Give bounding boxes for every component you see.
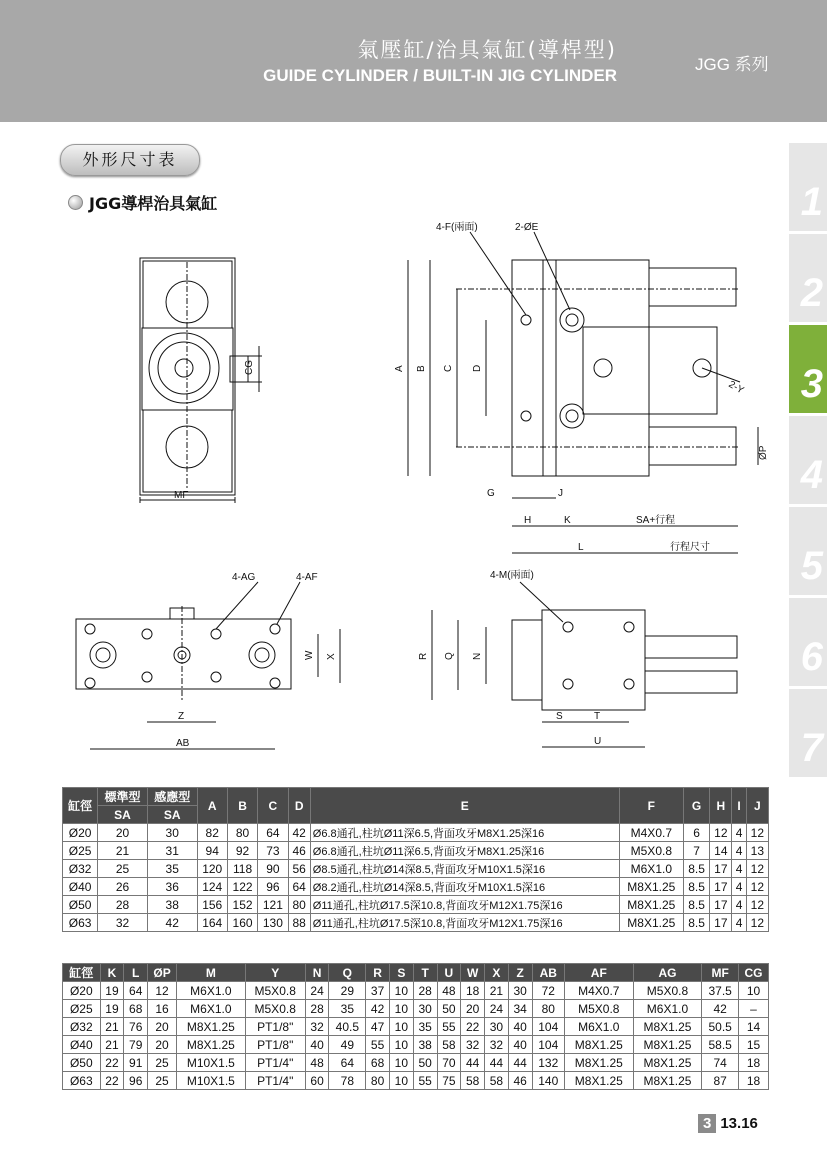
table-cell: M8X1.25 — [619, 878, 683, 896]
table-header-cell: CG — [739, 964, 769, 982]
table-cell: 32 — [305, 1018, 329, 1036]
col-standard: 標準型 — [98, 788, 148, 806]
table-cell: 4 — [732, 860, 746, 878]
label-op: ØP — [758, 445, 769, 460]
table-cell: 10 — [389, 1072, 413, 1090]
table-cell: 10 — [739, 982, 769, 1000]
table-cell: Ø63 — [63, 1072, 101, 1090]
chapter-tab-6[interactable]: 6 — [789, 598, 827, 686]
table-header-cell: L — [124, 964, 148, 982]
table-1-body — [63, 824, 769, 932]
table-cell: Ø25 — [63, 842, 98, 860]
table-cell: 19 — [100, 1000, 124, 1018]
table-cell: M6X1.0 — [633, 1000, 702, 1018]
table-cell: 55 — [366, 1036, 390, 1054]
table-cell: 38 — [147, 896, 197, 914]
table-cell: 8.5 — [683, 914, 709, 932]
table-cell: 4 — [732, 878, 746, 896]
table-cell: 46 — [508, 1072, 532, 1090]
table-cell: M5X0.8 — [245, 982, 305, 1000]
table-cell: Ø50 — [63, 896, 98, 914]
table-cell: Ø20 — [63, 982, 101, 1000]
table-cell: 4 — [732, 896, 746, 914]
table-cell: 55 — [413, 1072, 437, 1090]
label-cg: CG — [244, 360, 255, 375]
table-cell: M6X1.0 — [619, 860, 683, 878]
col-sa-std: SA — [98, 806, 148, 824]
label-sa: SA+行程 — [636, 515, 676, 526]
table-cell: 34 — [508, 1000, 532, 1018]
col-sa-sensor: SA — [147, 806, 197, 824]
table-cell: M8X1.25 — [619, 914, 683, 932]
table-cell: 42 — [147, 914, 197, 932]
table-cell: Ø32 — [63, 860, 98, 878]
table-cell: 48 — [437, 982, 461, 1000]
table-cell: M10X1.5 — [177, 1054, 246, 1072]
table-cell: Ø50 — [63, 1054, 101, 1072]
label-l: L — [578, 542, 584, 553]
table-cell: 76 — [124, 1018, 148, 1036]
table-cell: 38 — [413, 1036, 437, 1054]
table-cell: 12 — [710, 824, 732, 842]
chapter-tab-5[interactable]: 5 — [789, 507, 827, 595]
table-cell: 118 — [227, 860, 257, 878]
chapter-tab-7[interactable]: 7 — [789, 689, 827, 777]
table-cell: 75 — [437, 1072, 461, 1090]
table-cell: M4X0.7 — [619, 824, 683, 842]
table-row — [63, 824, 769, 842]
table-cell: 124 — [197, 878, 227, 896]
table-cell: 44 — [461, 1054, 485, 1072]
table-cell: 25 — [148, 1054, 177, 1072]
chapter-tab-2[interactable]: 2 — [789, 234, 827, 322]
table-cell: 30 — [508, 982, 532, 1000]
col-i: I — [732, 788, 746, 824]
dimension-table-1 — [62, 787, 769, 932]
table-cell: 12 — [746, 896, 768, 914]
table-cell: 68 — [366, 1054, 390, 1072]
table-cell: 87 — [702, 1072, 739, 1090]
table-cell: 12 — [746, 878, 768, 896]
table-row — [63, 1072, 769, 1090]
table-cell: 160 — [227, 914, 257, 932]
table-cell: 37 — [366, 982, 390, 1000]
table-header-cell: R — [366, 964, 390, 982]
table-cell: 74 — [702, 1054, 739, 1072]
col-h: H — [710, 788, 732, 824]
table-cell: 120 — [197, 860, 227, 878]
table-cell: 21 — [485, 982, 509, 1000]
table-cell: – — [739, 1000, 769, 1018]
table-cell: M8X1.25 — [633, 1054, 702, 1072]
table-cell: Ø6.8通孔,柱坑Ø11深6.5,背面攻牙M8X1.25深16 — [310, 824, 619, 842]
table-header-cell: T — [413, 964, 437, 982]
table-cell: 12 — [746, 824, 768, 842]
table-header-cell: U — [437, 964, 461, 982]
table-cell: 80 — [288, 896, 310, 914]
header-title-en: GUIDE CYLINDER / BUILT-IN JIG CYLINDER — [263, 66, 617, 85]
table-cell: M6X1.0 — [177, 1000, 246, 1018]
table-2-header — [63, 964, 769, 982]
table-cell: 140 — [532, 1072, 564, 1090]
label-af: 4-AF — [296, 572, 318, 583]
table-cell: 35 — [329, 1000, 366, 1018]
table-cell: 68 — [124, 1000, 148, 1018]
table-row — [63, 1036, 769, 1054]
table-header-cell: M — [177, 964, 246, 982]
table-cell: 90 — [258, 860, 288, 878]
table-row — [63, 1000, 769, 1018]
table-cell: 4 — [732, 914, 746, 932]
label-f: 4-F(兩面) — [436, 222, 478, 233]
label-e: 2-ØE — [515, 222, 539, 233]
table-cell: 25 — [148, 1072, 177, 1090]
table-cell: 28 — [98, 896, 148, 914]
table-cell: 58 — [485, 1072, 509, 1090]
table-cell: 80 — [227, 824, 257, 842]
table-cell: 24 — [485, 1000, 509, 1018]
table-cell: 22 — [100, 1072, 124, 1090]
page-number — [698, 1114, 758, 1133]
table-cell: 35 — [413, 1018, 437, 1036]
table-cell: 46 — [288, 842, 310, 860]
table-cell: 4 — [732, 842, 746, 860]
table-cell: Ø6.8通孔,柱坑Ø11深6.5,背面攻牙M8X1.25深16 — [310, 842, 619, 860]
table-cell: 73 — [258, 842, 288, 860]
table-cell: 32 — [485, 1036, 509, 1054]
table-cell: 31 — [147, 842, 197, 860]
label-mf: MF — [174, 490, 189, 501]
table-cell: 18 — [461, 982, 485, 1000]
table-cell: 96 — [124, 1072, 148, 1090]
table-cell: M8X1.25 — [177, 1036, 246, 1054]
table-cell: 64 — [124, 982, 148, 1000]
header-series: JGG 系列 — [695, 55, 769, 74]
table-cell: 18 — [739, 1054, 769, 1072]
table-header-cell: Z — [508, 964, 532, 982]
table-cell: 28 — [305, 1000, 329, 1018]
table-cell: Ø25 — [63, 1000, 101, 1018]
table-cell: 40 — [508, 1036, 532, 1054]
table-header-cell: MF — [702, 964, 739, 982]
table-cell: 6 — [683, 824, 709, 842]
table-cell: 60 — [305, 1072, 329, 1090]
table-cell: 58 — [437, 1036, 461, 1054]
table-cell: 96 — [258, 878, 288, 896]
table-cell: M5X0.8 — [633, 982, 702, 1000]
product-subtitle: JGG導桿治具氣缸 — [68, 191, 217, 214]
table-cell: 122 — [227, 878, 257, 896]
table-header-cell: Y — [245, 964, 305, 982]
table-cell: 152 — [227, 896, 257, 914]
table-cell: M4X0.7 — [564, 982, 633, 1000]
table-cell: 10 — [389, 1018, 413, 1036]
table-cell: 132 — [532, 1054, 564, 1072]
table-cell: Ø63 — [63, 914, 98, 932]
table-cell: 70 — [437, 1054, 461, 1072]
table-cell: 58 — [461, 1072, 485, 1090]
table-header-cell: K — [100, 964, 124, 982]
table-cell: 14 — [710, 842, 732, 860]
table-cell: 20 — [98, 824, 148, 842]
table-header-cell: AB — [532, 964, 564, 982]
table-cell: 42 — [288, 824, 310, 842]
table-cell: M8X1.25 — [633, 1018, 702, 1036]
dimension-table-2 — [62, 963, 769, 1090]
table-cell: 40.5 — [329, 1018, 366, 1036]
chapter-badge: 3 — [698, 1114, 716, 1133]
table-cell: 21 — [100, 1018, 124, 1036]
table-cell: 30 — [485, 1018, 509, 1036]
table-2-body — [63, 982, 769, 1090]
table-header-cell: AG — [633, 964, 702, 982]
table-cell: 30 — [147, 824, 197, 842]
header-title-cn: 氣壓缸/治具氣缸(導桿型) — [357, 38, 617, 62]
col-c: C — [258, 788, 288, 824]
table-cell: Ø8.2通孔,柱坑Ø14深8.5,背面攻牙M10X1.5深16 — [310, 878, 619, 896]
table-header-cell: Q — [329, 964, 366, 982]
table-cell: 14 — [739, 1018, 769, 1036]
table-cell: 56 — [288, 860, 310, 878]
col-bore: 缸徑 — [63, 788, 98, 824]
label-c: C — [443, 364, 454, 372]
table-cell: 30 — [413, 1000, 437, 1018]
table-cell: 78 — [329, 1072, 366, 1090]
label-r: R — [418, 652, 429, 660]
table-cell: 55 — [437, 1018, 461, 1036]
table-cell: M5X0.8 — [619, 842, 683, 860]
table-header-cell: 缸徑 — [63, 964, 101, 982]
col-b: B — [227, 788, 257, 824]
table-row — [63, 878, 769, 896]
label-ag: 4-AG — [232, 572, 256, 583]
table-cell: 10 — [389, 1000, 413, 1018]
col-a: A — [197, 788, 227, 824]
table-header-cell: N — [305, 964, 329, 982]
table-row — [63, 982, 769, 1000]
table-cell: 47 — [366, 1018, 390, 1036]
table-cell: 8.5 — [683, 896, 709, 914]
table-cell: 91 — [124, 1054, 148, 1072]
table-cell: 29 — [329, 982, 366, 1000]
section-title: 外形尺寸表 — [60, 144, 200, 176]
label-d: D — [472, 364, 483, 372]
table-cell: 12 — [746, 914, 768, 932]
table-cell: M8X1.25 — [177, 1018, 246, 1036]
table-cell: 10 — [389, 982, 413, 1000]
table-row — [63, 860, 769, 878]
table-cell: 50 — [413, 1054, 437, 1072]
page-number-value: 13.16 — [720, 1115, 758, 1132]
table-cell: Ø40 — [63, 1036, 101, 1054]
table-cell: 28 — [413, 982, 437, 1000]
table-cell: 40 — [508, 1018, 532, 1036]
label-m: 4-M(兩面) — [490, 570, 534, 581]
table-cell: 72 — [532, 982, 564, 1000]
table-cell: M6X1.0 — [177, 982, 246, 1000]
table-cell: Ø8.5通孔,柱坑Ø14深8.5,背面攻牙M10X1.5深16 — [310, 860, 619, 878]
label-n: N — [472, 652, 483, 660]
table-cell: 37.5 — [702, 982, 739, 1000]
table-cell: 79 — [124, 1036, 148, 1054]
table-cell: 17 — [710, 878, 732, 896]
table-cell: 88 — [288, 914, 310, 932]
table-cell: 21 — [100, 1036, 124, 1054]
table-cell: 21 — [98, 842, 148, 860]
table-cell: 12 — [148, 982, 177, 1000]
table-cell: 25 — [98, 860, 148, 878]
table-cell: Ø11通孔,柱坑Ø17.5深10.8,背面攻牙M12X1.75深16 — [310, 914, 619, 932]
table-cell: 40 — [305, 1036, 329, 1054]
table-header-cell: AF — [564, 964, 633, 982]
label-b: B — [416, 365, 427, 372]
table-cell: Ø32 — [63, 1018, 101, 1036]
label-k: K — [564, 515, 571, 526]
table-cell: 82 — [197, 824, 227, 842]
chapter-tab-3[interactable]: 3 — [789, 325, 827, 413]
table-cell: 44 — [485, 1054, 509, 1072]
table-cell: 7 — [683, 842, 709, 860]
table-cell: 42 — [366, 1000, 390, 1018]
table-cell: 35 — [147, 860, 197, 878]
table-cell: 64 — [288, 878, 310, 896]
label-ab: AB — [176, 738, 190, 749]
table-cell: 8.5 — [683, 878, 709, 896]
table-cell: 130 — [258, 914, 288, 932]
chapter-tab-4[interactable]: 4 — [789, 416, 827, 504]
table-cell: 42 — [702, 1000, 739, 1018]
label-h: H — [524, 515, 532, 526]
table-row — [63, 1018, 769, 1036]
table-row — [63, 842, 769, 860]
side-view — [408, 232, 758, 553]
table-cell: 18 — [739, 1072, 769, 1090]
table-cell: 48 — [305, 1054, 329, 1072]
label-q: Q — [444, 652, 455, 660]
table-cell: 49 — [329, 1036, 366, 1054]
table-cell: 92 — [227, 842, 257, 860]
table-cell: M5X0.8 — [564, 1000, 633, 1018]
table-cell: 156 — [197, 896, 227, 914]
table-cell: 20 — [148, 1018, 177, 1036]
table-cell: 32 — [98, 914, 148, 932]
table-row — [63, 1054, 769, 1072]
table-cell: 19 — [100, 982, 124, 1000]
table-cell: M8X1.25 — [564, 1072, 633, 1090]
table-cell: 10 — [389, 1054, 413, 1072]
bottom-view — [432, 582, 737, 747]
table-cell: 24 — [305, 982, 329, 1000]
col-e: E — [310, 788, 619, 824]
table-cell: 20 — [461, 1000, 485, 1018]
table-cell: 50.5 — [702, 1018, 739, 1036]
table-cell: 13 — [746, 842, 768, 860]
table-cell: 17 — [710, 860, 732, 878]
top-view — [76, 582, 340, 749]
table-cell: PT1/8" — [245, 1036, 305, 1054]
table-cell: PT1/8" — [245, 1018, 305, 1036]
table-cell: M8X1.25 — [633, 1036, 702, 1054]
table-header-cell: X — [485, 964, 509, 982]
table-header-cell: S — [389, 964, 413, 982]
table-cell: M8X1.25 — [564, 1036, 633, 1054]
label-j: J — [558, 488, 563, 499]
table-cell: 12 — [746, 860, 768, 878]
table-cell: 10 — [389, 1036, 413, 1054]
label-w: W — [304, 650, 315, 660]
table-cell: 32 — [461, 1036, 485, 1054]
table-cell: 58.5 — [702, 1036, 739, 1054]
table-cell: 80 — [532, 1000, 564, 1018]
table-cell: 121 — [258, 896, 288, 914]
table-cell: 4 — [732, 824, 746, 842]
table-cell: M6X1.0 — [564, 1018, 633, 1036]
col-j: J — [746, 788, 768, 824]
table-cell: 50 — [437, 1000, 461, 1018]
table-cell: 16 — [148, 1000, 177, 1018]
table-cell: M10X1.5 — [177, 1072, 246, 1090]
table-cell: Ø20 — [63, 824, 98, 842]
table-cell: 15 — [739, 1036, 769, 1054]
chapter-tab-1[interactable]: 1 — [789, 143, 827, 231]
label-stroke: 行程尺寸 — [670, 542, 710, 553]
label-u: U — [594, 736, 602, 747]
table-header-cell: W — [461, 964, 485, 982]
col-f: F — [619, 788, 683, 824]
table-cell: 36 — [147, 878, 197, 896]
table-cell: 20 — [148, 1036, 177, 1054]
table-cell: PT1/4" — [245, 1072, 305, 1090]
table-cell: PT1/4" — [245, 1054, 305, 1072]
table-cell: M5X0.8 — [245, 1000, 305, 1018]
table-cell: M8X1.25 — [619, 896, 683, 914]
table-cell: 44 — [508, 1054, 532, 1072]
table-header-cell: ØP — [148, 964, 177, 982]
label-y: 2-Y — [726, 379, 746, 397]
col-g: G — [683, 788, 709, 824]
table-cell: 8.5 — [683, 860, 709, 878]
table-cell: 26 — [98, 878, 148, 896]
label-s: S — [556, 711, 563, 722]
front-view — [140, 258, 262, 503]
table-cell: M8X1.25 — [633, 1072, 702, 1090]
table-cell: 22 — [461, 1018, 485, 1036]
table-cell: 80 — [366, 1072, 390, 1090]
table-cell: 64 — [329, 1054, 366, 1072]
table-cell: 104 — [532, 1018, 564, 1036]
table-cell: Ø40 — [63, 878, 98, 896]
table-row — [63, 914, 769, 932]
label-z: Z — [178, 711, 185, 722]
table-cell: 104 — [532, 1036, 564, 1054]
label-t: T — [594, 711, 601, 722]
table-cell: M8X1.25 — [564, 1054, 633, 1072]
table-cell: 94 — [197, 842, 227, 860]
col-d: D — [288, 788, 310, 824]
table-cell: 22 — [100, 1054, 124, 1072]
table-cell: 64 — [258, 824, 288, 842]
col-sensor: 感應型 — [147, 788, 197, 806]
table-cell: 17 — [710, 896, 732, 914]
table-cell: 164 — [197, 914, 227, 932]
table-cell: 17 — [710, 914, 732, 932]
label-a: A — [394, 365, 405, 372]
label-x: X — [326, 653, 337, 660]
table-cell: Ø11通孔,柱坑Ø17.5深10.8,背面攻牙M12X1.75深16 — [310, 896, 619, 914]
table-row — [63, 896, 769, 914]
label-g: G — [487, 488, 495, 499]
